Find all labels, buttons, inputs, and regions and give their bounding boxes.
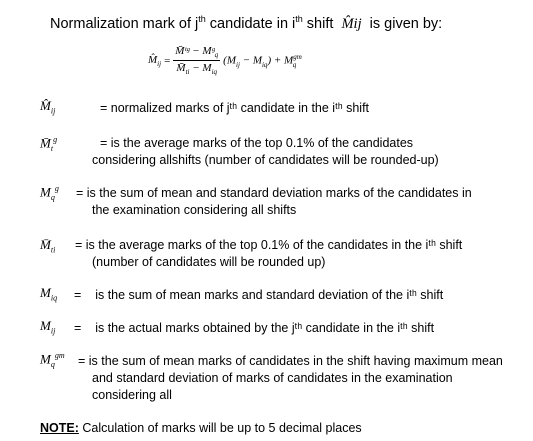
title-part2: candidate in i — [205, 15, 296, 32]
def-sym-1: M̄ — [40, 135, 51, 151]
def-line: = is the average marks of the top 0.1% of the candidates in the iᵗʰ shift — [75, 238, 463, 252]
def-symbol-m-qg — [40, 184, 59, 202]
note-label: NOTE: — [40, 421, 79, 435]
formula-den-sub1: ti — [185, 68, 190, 77]
def-text-m-hat-ij — [100, 100, 369, 117]
def-symbol-m-ij — [40, 318, 55, 336]
def-sub-2: q — [50, 192, 55, 202]
note — [40, 420, 362, 437]
def-line: (number of candidates will be rounded up) — [92, 255, 326, 269]
formula-eq: = — [164, 54, 171, 67]
def-line: considering all — [92, 388, 172, 402]
def-sup-2: g — [54, 184, 59, 193]
def-line: and standard deviation of marks of candidates in the examination — [92, 371, 453, 385]
formula-tail-end: ) + M — [267, 54, 294, 67]
def-line: considering allshifts (number of candidates will be rounded-up) — [92, 153, 439, 167]
def-line: = is the sum of mean and standard deviation marks of the candidates in — [76, 186, 472, 200]
def-text-m-bar-tg — [92, 135, 439, 169]
def-symbol-m-bar-tg — [40, 135, 57, 153]
formula-tail-sub2: iq — [261, 60, 268, 69]
formula-den-text: M̄ — [176, 62, 186, 75]
formula-tail-sub1: ij — [236, 60, 240, 69]
def-sym-0: M̂ — [40, 98, 51, 113]
def-sym-2: M — [40, 184, 51, 200]
def-line: = is the sum of mean marks of candidates in the shift having maximum mean — [78, 354, 503, 368]
normalization-formula — [148, 45, 302, 77]
formula-tail-mid: − M — [239, 54, 262, 67]
def-sup-6: gm — [54, 351, 65, 360]
formula-numerator — [173, 45, 220, 61]
formula-lhs-sub: ij — [157, 59, 162, 68]
formula-tail-start: (M — [223, 54, 236, 67]
def-symbol-m-qgm — [40, 351, 65, 369]
formula-tail-sup: gm — [293, 52, 302, 61]
def-text-m-ij — [74, 320, 434, 337]
def-text-m-bar-ti — [75, 237, 462, 271]
def-sub-5: ij — [50, 326, 56, 336]
def-text-m-qg — [76, 185, 472, 219]
formula-lhs — [148, 54, 161, 68]
title-sup2: th — [295, 14, 303, 24]
title-part3: shift — [302, 15, 342, 32]
def-sym-3: M̄ — [40, 237, 51, 252]
def-sub-3: ti — [50, 245, 56, 255]
def-text-m-qgm — [78, 353, 503, 404]
def-line: = normalized marks of jᵗʰ candidate in the iᵗʰ shift — [100, 101, 370, 115]
title-part1: Normalization mark of j — [50, 15, 199, 32]
page-title — [50, 14, 442, 33]
formula-tail-sub3: q — [292, 60, 297, 69]
def-line: the examination considering all shifts — [92, 203, 297, 217]
formula-den-mid: − M — [189, 62, 212, 75]
formula-num-sub: q — [214, 51, 219, 60]
def-line: = is the sum of mean marks and standard deviation of the iᵗʰ shift — [74, 288, 444, 302]
def-sup-1: g — [53, 135, 58, 144]
formula-den-sub2: iq — [211, 68, 218, 77]
title-part4: is given by: — [361, 15, 443, 32]
note-text: Calculation of marks will be up to 5 decimal places — [78, 421, 362, 435]
formula-fraction — [173, 45, 220, 76]
formula-denominator — [176, 61, 217, 76]
title-sup1: th — [198, 14, 206, 24]
def-text-m-iq — [74, 287, 443, 304]
def-line: = is the average marks of the top 0.1% of the candidates — [100, 136, 414, 150]
def-sub-1: t — [50, 143, 54, 153]
formula-tail — [223, 52, 302, 69]
title-symbol: M̂ij — [341, 15, 362, 32]
def-sub-6: q — [50, 359, 55, 369]
def-sub-4: iq — [50, 293, 58, 303]
formula-lhs-symbol: M̂ — [148, 53, 158, 66]
def-symbol-m-iq — [40, 285, 57, 303]
def-sym-4: M — [40, 285, 51, 300]
def-symbol-m-hat-ij — [40, 98, 55, 116]
def-symbol-m-bar-ti — [40, 237, 55, 255]
def-line: = is the actual marks obtained by the jᵗʰ candidate in the iᵗʰ shift — [74, 321, 435, 335]
def-sub-0: ij — [50, 106, 56, 116]
formula-num-text: M̄ᵗᵍ − Mᵍ — [175, 45, 215, 57]
def-sym-5: M — [40, 318, 51, 333]
def-sym-6: M — [40, 351, 51, 367]
